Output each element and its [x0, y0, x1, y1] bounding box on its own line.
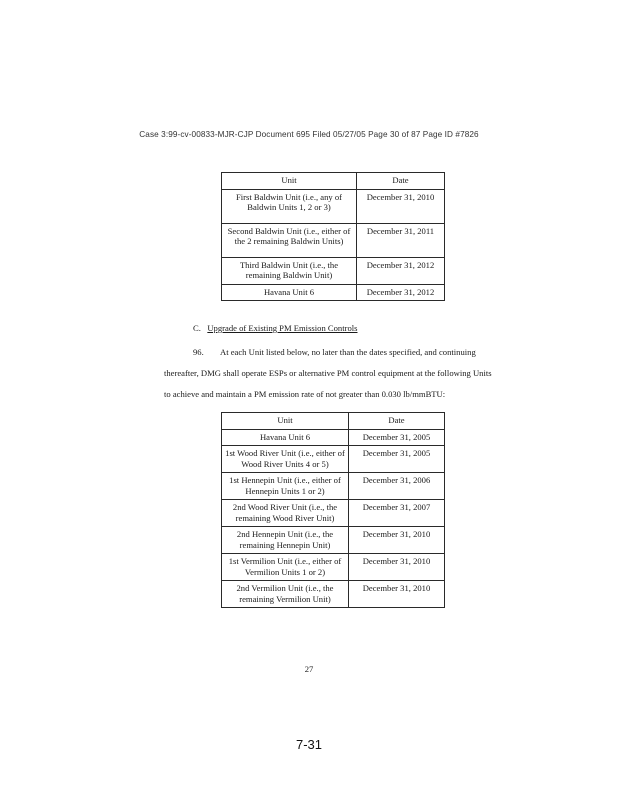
unit-cell: 1st Hennepin Unit (i.e., either of Hennepin Units 1 or 2)	[222, 473, 349, 500]
column-header-unit: Unit	[222, 173, 357, 190]
date-cell: December 31, 2007	[349, 500, 445, 527]
table-row	[222, 257, 445, 284]
column-header-unit: Unit	[222, 413, 349, 430]
paragraph-line-1: At each Unit listed below, no later than the dates specified, and continuing	[220, 347, 476, 357]
table-row	[222, 189, 445, 223]
date-cell: December 31, 2005	[349, 446, 445, 473]
date-cell: December 31, 2010	[349, 554, 445, 581]
unit-cell: 2nd Wood River Unit (i.e., the remaining Wood River Unit)	[222, 500, 349, 527]
pm-controls-table	[221, 412, 445, 608]
unit-cell: 2nd Vermilion Unit (i.e., the remaining Vermilion Unit)	[222, 581, 349, 608]
table-row	[222, 473, 445, 500]
baldwin-units-table	[221, 172, 445, 301]
table-row	[222, 554, 445, 581]
table-row	[222, 429, 445, 446]
date-cell: December 31, 2012	[357, 284, 445, 301]
unit-cell: Havana Unit 6	[222, 284, 357, 301]
page-number: 27	[304, 664, 314, 674]
table-row	[222, 446, 445, 473]
table-row	[222, 581, 445, 608]
date-cell: December 31, 2010	[349, 527, 445, 554]
paragraph-line-2: thereafter, DMG shall operate ESPs or alternative PM control equipment at the following Units	[164, 368, 492, 378]
table-row	[222, 500, 445, 527]
section-letter: C.	[193, 323, 201, 333]
date-cell: December 31, 2012	[357, 257, 445, 284]
unit-cell: Havana Unit 6	[222, 429, 349, 446]
unit-cell: 1st Vermilion Unit (i.e., either of Vermilion Units 1 or 2)	[222, 554, 349, 581]
paragraph-number: 96.	[193, 347, 204, 357]
section-title: Upgrade of Existing PM Emission Controls	[207, 323, 358, 333]
table-header-row	[222, 173, 445, 190]
table-row	[222, 284, 445, 301]
table-header-row	[222, 413, 445, 430]
column-header-date: Date	[357, 173, 445, 190]
unit-cell: 1st Wood River Unit (i.e., either of Wood River Units 4 or 5)	[222, 446, 349, 473]
exhibit-page-label: 7-31	[295, 737, 323, 752]
date-cell: December 31, 2010	[357, 189, 445, 223]
date-cell: December 31, 2006	[349, 473, 445, 500]
section-heading	[193, 323, 358, 333]
date-cell: December 31, 2005	[349, 429, 445, 446]
document-header: Case 3:99-cv-00833-MJR-CJP Document 695 Filed 05/27/05 Page 30 of 87 Page ID #7826	[139, 130, 479, 139]
date-cell: December 31, 2010	[349, 581, 445, 608]
paragraph-line-3: to achieve and maintain a PM emission rate of not greater than 0.030 lb/mmBTU:	[164, 389, 446, 399]
unit-cell: Third Baldwin Unit (i.e., the remaining Baldwin Unit)	[222, 257, 357, 284]
unit-cell: Second Baldwin Unit (i.e., either of the 2 remaining Baldwin Units)	[222, 223, 357, 257]
unit-cell: 2nd Hennepin Unit (i.e., the remaining Hennepin Unit)	[222, 527, 349, 554]
table-row	[222, 527, 445, 554]
unit-cell: First Baldwin Unit (i.e., any of Baldwin Units 1, 2 or 3)	[222, 189, 357, 223]
date-cell: December 31, 2011	[357, 223, 445, 257]
column-header-date: Date	[349, 413, 445, 430]
table-row	[222, 223, 445, 257]
